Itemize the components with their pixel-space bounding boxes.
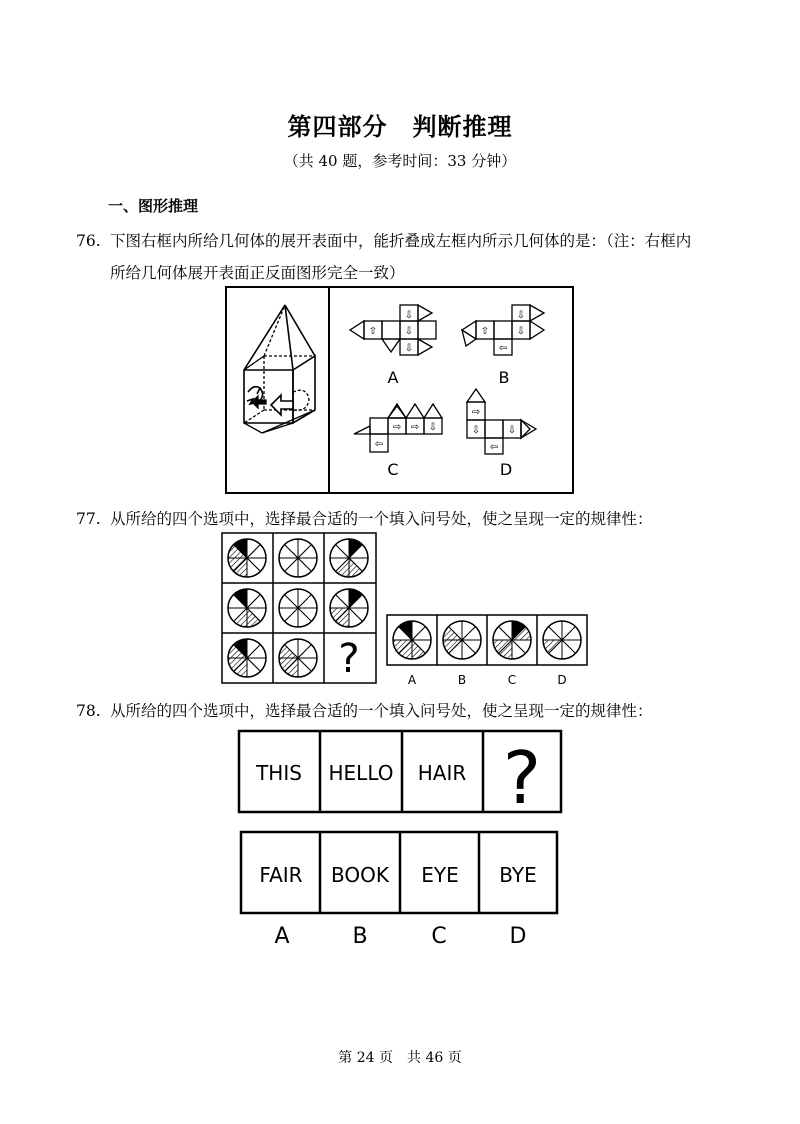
question-76-text: 下图右框内所给几何体的展开表面中，能折叠成左框内所示几何体的是：（注：右框内: [110, 232, 692, 250]
q77-option-a-label: A: [407, 673, 417, 687]
svg-text:⇩: ⇩: [516, 310, 526, 321]
q77-grid-wheel: [279, 539, 317, 577]
q76-net-a: [350, 305, 436, 355]
q77-option-wheel: [393, 621, 431, 659]
q76-figure: [226, 287, 573, 493]
q78-sequence-item: HELLO: [328, 761, 394, 785]
q76-option-a-label: A: [387, 368, 399, 387]
svg-text:⇩: ⇩: [404, 326, 414, 337]
svg-text:⇧: ⇧: [480, 326, 490, 337]
q77-grid-wheel: [279, 589, 317, 627]
page-title: 第四部分 判断推理: [287, 112, 513, 141]
q78-option-d-label: D: [509, 924, 527, 949]
q77-grid-wheel: [228, 539, 266, 577]
question-76-number: 76.: [76, 232, 101, 250]
svg-text:⇧: ⇧: [368, 326, 378, 337]
q77-option-c-label: C: [507, 673, 517, 687]
q76-net-b: [462, 305, 544, 355]
q77-grid-wheel: [330, 589, 368, 627]
q77-option-d-label: D: [557, 673, 567, 687]
q77-figure: [222, 533, 587, 687]
page-footer: 第 24 页 共 46 页: [338, 1050, 462, 1066]
q76-option-c-label: C: [387, 460, 399, 479]
svg-text:⇩: ⇩: [516, 326, 526, 337]
question-78-line1: [76, 700, 653, 722]
svg-text:⇩: ⇩: [471, 425, 481, 436]
q78-option-a-label: A: [274, 924, 290, 949]
q76-option-d-label: D: [499, 460, 513, 479]
question-76-line2: 所给几何体展开表面正反面图形完全一致）: [110, 264, 405, 282]
svg-text:⇨: ⇨: [392, 422, 402, 433]
q78-sequence-item: HAIR: [417, 761, 467, 785]
q78-figure: [239, 731, 561, 949]
svg-text:⇦: ⇦: [498, 343, 508, 354]
q77-question-mark: ?: [338, 636, 360, 682]
q77-grid-wheel: [279, 639, 317, 677]
q78-choice-c: EYE: [421, 863, 459, 887]
q78-option-b-label: B: [352, 924, 368, 949]
question-78-text: 从所给的四个选项中，选择最合适的一个填入问号处，使之呈现一定的规律性：: [110, 702, 653, 720]
q77-option-b-label: B: [457, 673, 467, 687]
q78-choice-d: BYE: [499, 863, 537, 887]
svg-text:⇦: ⇦: [374, 439, 384, 450]
q76-net-c: [354, 404, 442, 452]
q77-option-wheel: [443, 621, 481, 659]
svg-text:⇨: ⇨: [471, 407, 481, 418]
subsection-heading: 一、图形推理: [108, 197, 199, 215]
question-77-number: 77.: [76, 510, 101, 528]
q76-solid-drawing: [244, 305, 315, 433]
q77-grid-wheel: [330, 539, 368, 577]
q78-option-c-label: C: [431, 924, 447, 949]
svg-text:⇦: ⇦: [489, 442, 499, 453]
q77-grid-wheel: [228, 639, 266, 677]
svg-text:⇩: ⇩: [404, 343, 414, 354]
question-78-number: 78.: [76, 702, 101, 720]
q78-choice-a: FAIR: [259, 863, 303, 887]
q78-question-mark: ?: [502, 736, 542, 820]
q76-option-b-label: B: [498, 368, 510, 387]
question-77-text: 从所给的四个选项中，选择最合适的一个填入问号处，使之呈现一定的规律性：: [110, 510, 653, 528]
svg-text:⇩: ⇩: [428, 422, 438, 433]
svg-text:⇩: ⇩: [404, 310, 414, 321]
svg-text:⇩: ⇩: [507, 425, 517, 436]
q78-sequence-item: THIS: [256, 761, 302, 785]
question-77-line1: [76, 508, 653, 530]
q77-grid-wheel: [228, 589, 266, 627]
q78-choice-b: BOOK: [331, 863, 389, 887]
page-subtitle: （共 40 题，参考时间：33 分钟）: [283, 152, 517, 170]
q77-option-wheel: [493, 621, 531, 659]
svg-text:⇨: ⇨: [410, 422, 420, 433]
q76-net-d: [467, 389, 536, 454]
q77-option-wheel: [543, 621, 581, 659]
